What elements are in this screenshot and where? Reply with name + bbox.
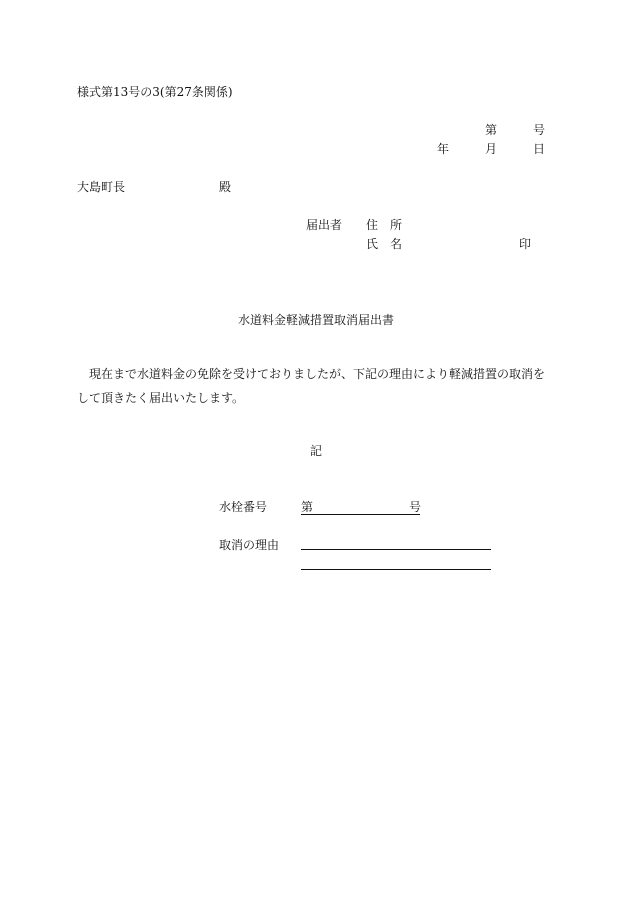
doc-number-go: 号 — [533, 123, 546, 137]
faucet-number-underline — [301, 514, 420, 515]
notifier-address-char-2: 所 — [390, 218, 403, 232]
cancel-reason-line-1 — [301, 549, 491, 550]
addressee-name: 大島町長 — [77, 180, 126, 194]
document-title: 水道料金軽減措置取消届出書 — [238, 313, 395, 327]
notifier-name-char-1: 氏 — [366, 237, 379, 251]
faucet-number-go: 号 — [409, 500, 422, 514]
notifier-name-char-2: 名 — [390, 237, 403, 251]
cancel-reason-label: 取消の理由 — [219, 538, 280, 552]
date-month: 月 — [485, 142, 498, 156]
notifier-address-char-1: 住 — [366, 218, 379, 232]
notifier-seal: 印 — [519, 237, 532, 251]
form-code: 様式第13号の3(第27条関係) — [77, 85, 233, 99]
ki-heading: 記 — [310, 444, 323, 458]
cancel-reason-line-2 — [301, 569, 491, 570]
faucet-number-dai: 第 — [301, 500, 314, 514]
faucet-number-label: 水栓番号 — [219, 500, 268, 514]
date-day: 日 — [533, 142, 546, 156]
notifier-label: 届出者 — [306, 218, 343, 232]
body-paragraph: 現在まで水道料金の免除を受けておりましたが、下記の理由により軽減措置の取消をして頂きたく届出いたします。 — [77, 367, 546, 405]
date-year: 年 — [437, 142, 450, 156]
doc-number-dai: 第 — [485, 123, 498, 137]
addressee-honorific: 殿 — [219, 180, 232, 194]
